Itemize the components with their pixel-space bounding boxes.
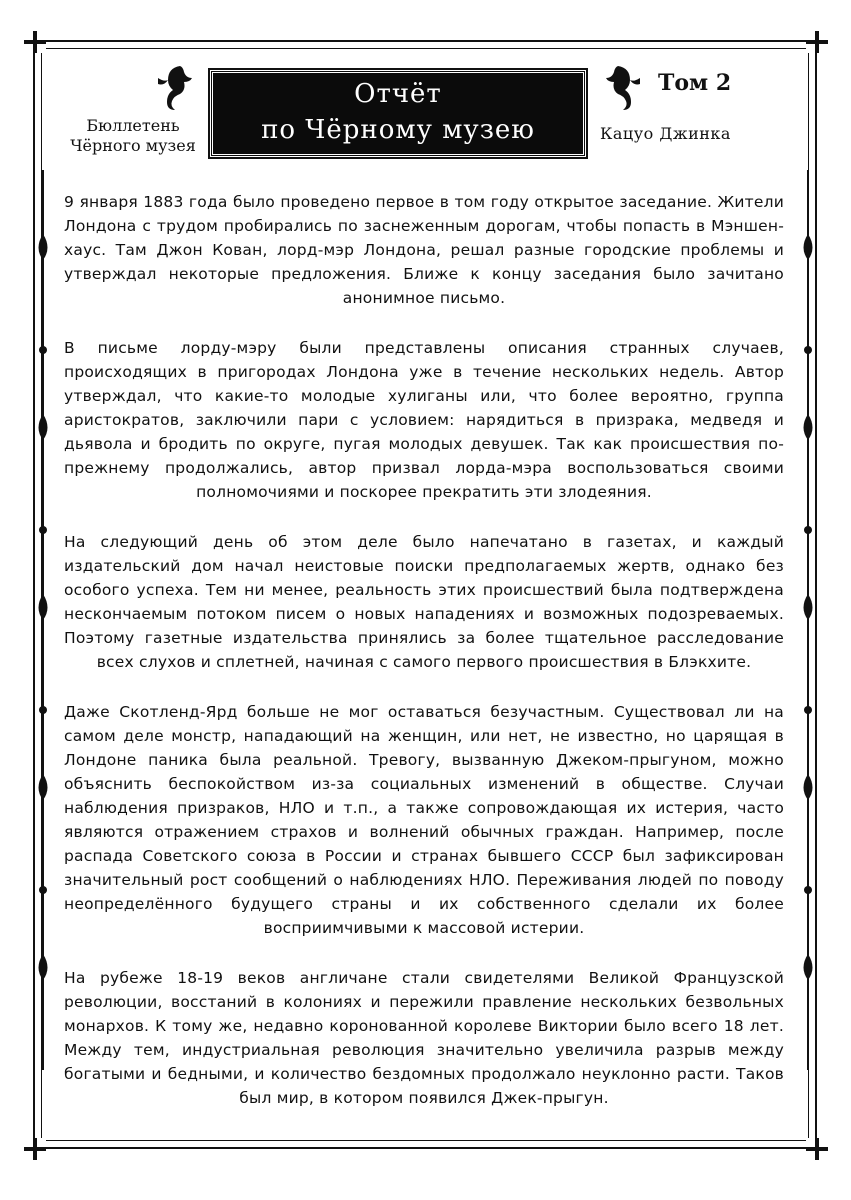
- bulletin-label: [68, 116, 198, 156]
- page-title-line2: по Чёрному музею: [261, 115, 535, 145]
- right-vine-ornament: [798, 170, 818, 1070]
- corner-ornament: [24, 1138, 46, 1160]
- bulletin-line2: Чёрного музея: [70, 136, 196, 155]
- paragraph-2: В письме лорду-мэру были представлены описания странных случаев, происходящих в пригородах Лондона уже в течение нескольких недель. Автор утверждал, что какие-то молодые хулиганы или, что более вероятно, группа аристократов, заключили пари с условием: нарядиться в призрака, медведя и дьявола и бродить по округе, пугая молодых девушек. Так как происшествия по-прежнему продолжались, автор призвал лорда-мэра воспользоваться своими полномочиями и поскорее прекратить эти злодеяния.: [64, 339, 784, 501]
- paragraph-4: Даже Скотленд-Ярд больше не мог оставаться безучастным. Существовал ли на самом деле монстр, нападающий на женщин, или нет, не известно, но царящая в Лондоне паника была реальной. Тревогу, вызванную Джеком-прыгуном, можно объяснить беспокойством из-за социальных изменений в обществе. Случаи наблюдения призраков, НЛО и т.п., а также сопровождающая их истерия, часто являются отражением страхов и волнений обычных граждан. Например, после распада Советского союза в России и странах бывшего СССР был зафиксирован значительный рост сообщений о наблюдениях НЛО. Переживания людей по поводу неопределённого будущего страны и их собственного сделали их более восприимчивыми к массовой истерии.: [64, 703, 784, 937]
- bulletin-line1: Бюллетень: [86, 116, 180, 135]
- article-body: [64, 190, 784, 1136]
- corner-ornament: [806, 31, 828, 53]
- seahorse-icon: [150, 62, 200, 116]
- left-vine-ornament: [33, 170, 53, 1070]
- paragraph-5: На рубеже 18-19 веков англичане стали свидетелями Великой Французской революции, восстаний в колониях и пережили правление нескольких безвольных монархов. К тому же, недавно коронованной королеве Виктории было всего 18 лет. Между тем, индустриальная революция значительно увеличила разрыв между богатыми и бедными, и количество бездомных продолжало неуклонно расти. Таков был мир, в котором появился Джек-прыгун.: [64, 969, 784, 1107]
- title-banner: [210, 70, 586, 157]
- corner-ornament: [806, 1138, 828, 1160]
- paragraph-1: 9 января 1883 года было проведено первое в том году открытое заседание. Жители Лондона с трудом пробирались по заснеженным дорогам, чтобы попасть в Мэншен-хаус. Там Джон Кован, лорд-мэр Лондона, решал разные городские проблемы и утверждал некоторые предложения. Ближе к концу заседания было зачитано анонимное письмо.: [64, 193, 784, 307]
- seahorse-icon: [598, 62, 648, 116]
- volume-label: Том 2: [658, 70, 732, 96]
- paragraph-3: На следующий день об этом деле было напечатано в газетах, и каждый издательский дом начал неистовые поиски предполагаемых жертв, однако без особого успеха. Тем ни менее, реальность этих происшествий была подтверждена нескончаемым потоком писем о новых нападениях и возможных подозреваемых. Поэтому газетные издательства принялись за более тщательное расследование всех слухов и сплетней, начиная с самого первого происшествия в Блэкхите.: [64, 533, 784, 671]
- author-name: Кацуо Джинка: [600, 124, 731, 143]
- page-title-line1: Отчёт: [354, 79, 442, 109]
- corner-ornament: [24, 31, 46, 53]
